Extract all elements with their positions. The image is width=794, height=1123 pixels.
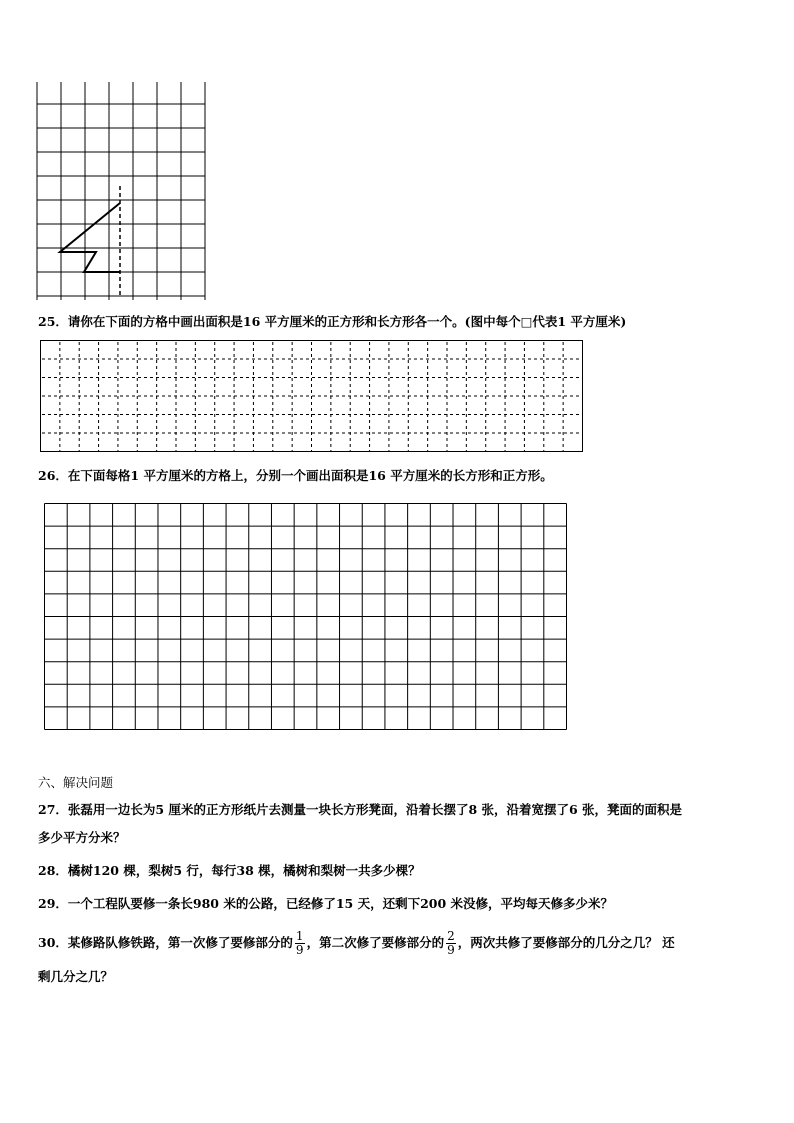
question-27-line2: 多少平方分米？ bbox=[38, 830, 126, 845]
question-number: 25． bbox=[38, 314, 68, 329]
fraction-denominator: 9 bbox=[295, 943, 304, 957]
grid-q26 bbox=[44, 503, 568, 731]
figure-grid-top bbox=[36, 82, 208, 300]
question-number: 30． bbox=[38, 935, 68, 950]
question-number: 29． bbox=[38, 896, 68, 911]
question-number: 27． bbox=[38, 802, 68, 817]
half-figure-outline bbox=[60, 203, 120, 272]
question-30-line2: 剩几分之几？ bbox=[38, 969, 114, 984]
question-25 bbox=[38, 313, 626, 331]
question-text-part1: 某修路队修铁路，第一次修了要修部分的 bbox=[67, 935, 293, 950]
question-text-line1: 张磊用一边长为5 厘米的正方形纸片去测量一块长方形凳面，沿着长摆了8 张，沿着宽摆了6 张，凳面的面积是 bbox=[67, 802, 683, 817]
question-30 bbox=[38, 928, 675, 958]
question-text: 橘树120 棵，梨树5 行，每行38 棵，橘树和梨树一共多少棵？ bbox=[67, 863, 421, 878]
question-text-part3: ，两次共修了要修部分的几分之几？ 还 bbox=[457, 935, 675, 950]
question-number: 28． bbox=[38, 863, 68, 878]
fraction-numerator: 2 bbox=[447, 929, 455, 943]
question-text: 一个工程队要修一条长980 米的公路，已经修了15 天，还剩下200 米没修，平均每天修多少米？ bbox=[67, 896, 614, 911]
question-27 bbox=[38, 801, 682, 819]
fraction-numerator: 1 bbox=[295, 929, 304, 943]
question-29 bbox=[38, 895, 613, 913]
question-text-part2: ，第二次修了要修部分的 bbox=[306, 935, 445, 950]
section-title: 六、解决问题 bbox=[38, 775, 114, 790]
fraction-two-ninths bbox=[446, 930, 456, 957]
question-text: 在下面每格1 平方厘米的方格上，分别一个画出面积是16 平方厘米的长方形和正方形。 bbox=[67, 468, 553, 483]
fraction-one-ninth bbox=[295, 930, 305, 957]
question-28 bbox=[38, 862, 421, 880]
fraction-denominator: 9 bbox=[447, 943, 455, 957]
question-number: 26． bbox=[38, 468, 68, 483]
question-text: 请你在下面的方格中画出面积是16 平方厘米的正方形和长方形各一个。(图中每个□代表1 平方厘米) bbox=[67, 314, 627, 329]
question-26 bbox=[38, 467, 553, 485]
dashed-grid-q25 bbox=[40, 340, 584, 454]
